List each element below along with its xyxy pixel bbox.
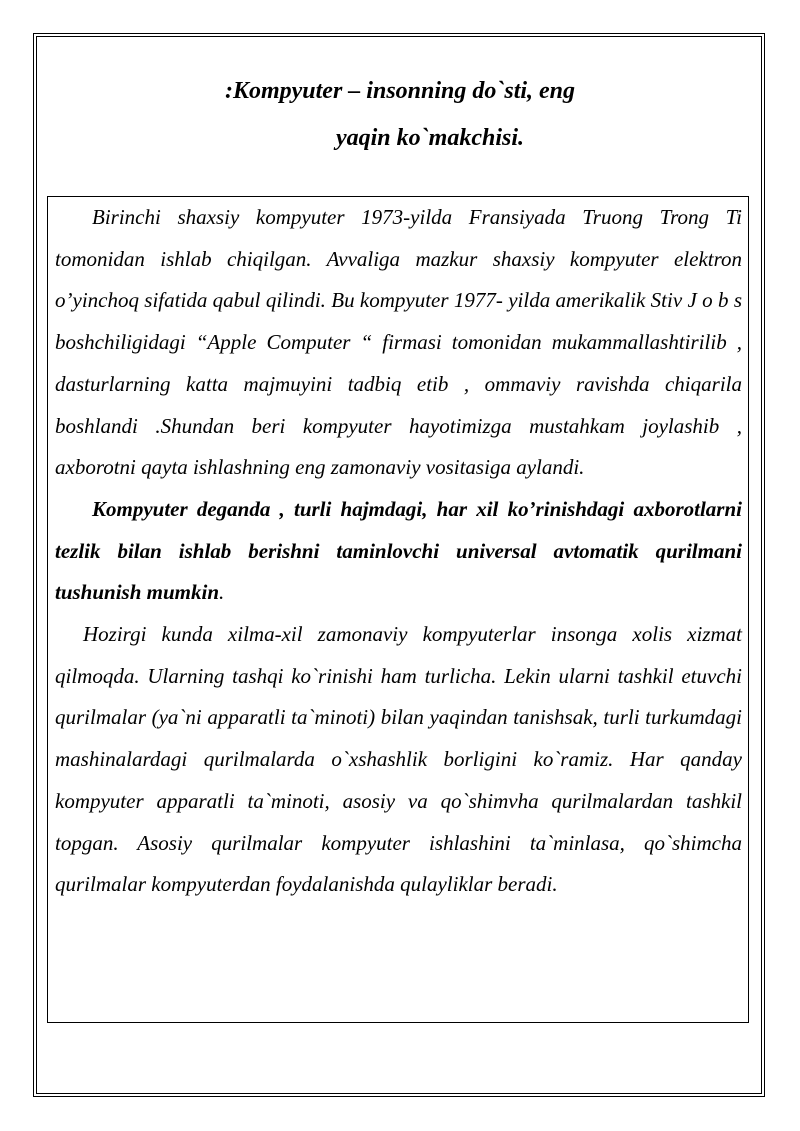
page-title-line-2: yaqin ko`makchisi. bbox=[335, 125, 524, 151]
page-title-line-1: :Kompyuter – insonning do`sti, eng bbox=[224, 78, 576, 104]
text-box bbox=[47, 196, 749, 1023]
paragraph-modern-computers: Hozirgi kunda xilma-xil zamonaviy kompyuterlar insonga xolis xizmat qilmoqda. Ularning tashqi ko`rinishi ham turlicha. Lekin ularni tashkil etuvchi qurilmalar (ya`ni apparatli ta`minoti) bilan yaqindan tanishsak, turli turkumdagi mashinalardagi qurilmalarda o`xshashlik borligini ko`ramiz. Har qanday kompyuter apparatli ta`minoti, asosiy va qo`shimvha qurilmalardan tashkil topgan. Asosiy qurilmalar kompyuter ishlashini ta`minlasa, qo`shimcha qurilmalar kompyuterdan foydalanishda qulayliklar beradi. bbox=[55, 622, 742, 897]
definition-period: . bbox=[219, 580, 225, 605]
paragraph-definition bbox=[55, 489, 742, 614]
definition-bold-text: Kompyuter deganda , turli hajmdagi, har xil ko’rinishdagi axborotlarni tezlik bilan ishlab berishni taminlovchi universal avtomatik qurilmani tushunish mumkin bbox=[55, 496, 742, 605]
paragraph-history: Birinchi shaxsiy kompyuter 1973-yilda Fransiyada Truong Trong Ti tomonidan ishlab chiqilgan. Avvaliga mazkur shaxsiy kompyuter elektron o’yinchoq sifatida qabul qilindi. Bu kompyuter 1977- yilda amerikalik Stiv J o b s boshchiligidagi “Apple Computer “ firmasi tomonidan mukammallashtirilib , dasturlarning katta majmuyini tadbiq etib , ommaviy ravishda chiqarila boshlandi .Shundan beri kompyuter hayotimizga mustahkam joylashib , axborotni qayta ishlashning eng zamonaviy vositasiga aylandi. bbox=[55, 205, 742, 480]
